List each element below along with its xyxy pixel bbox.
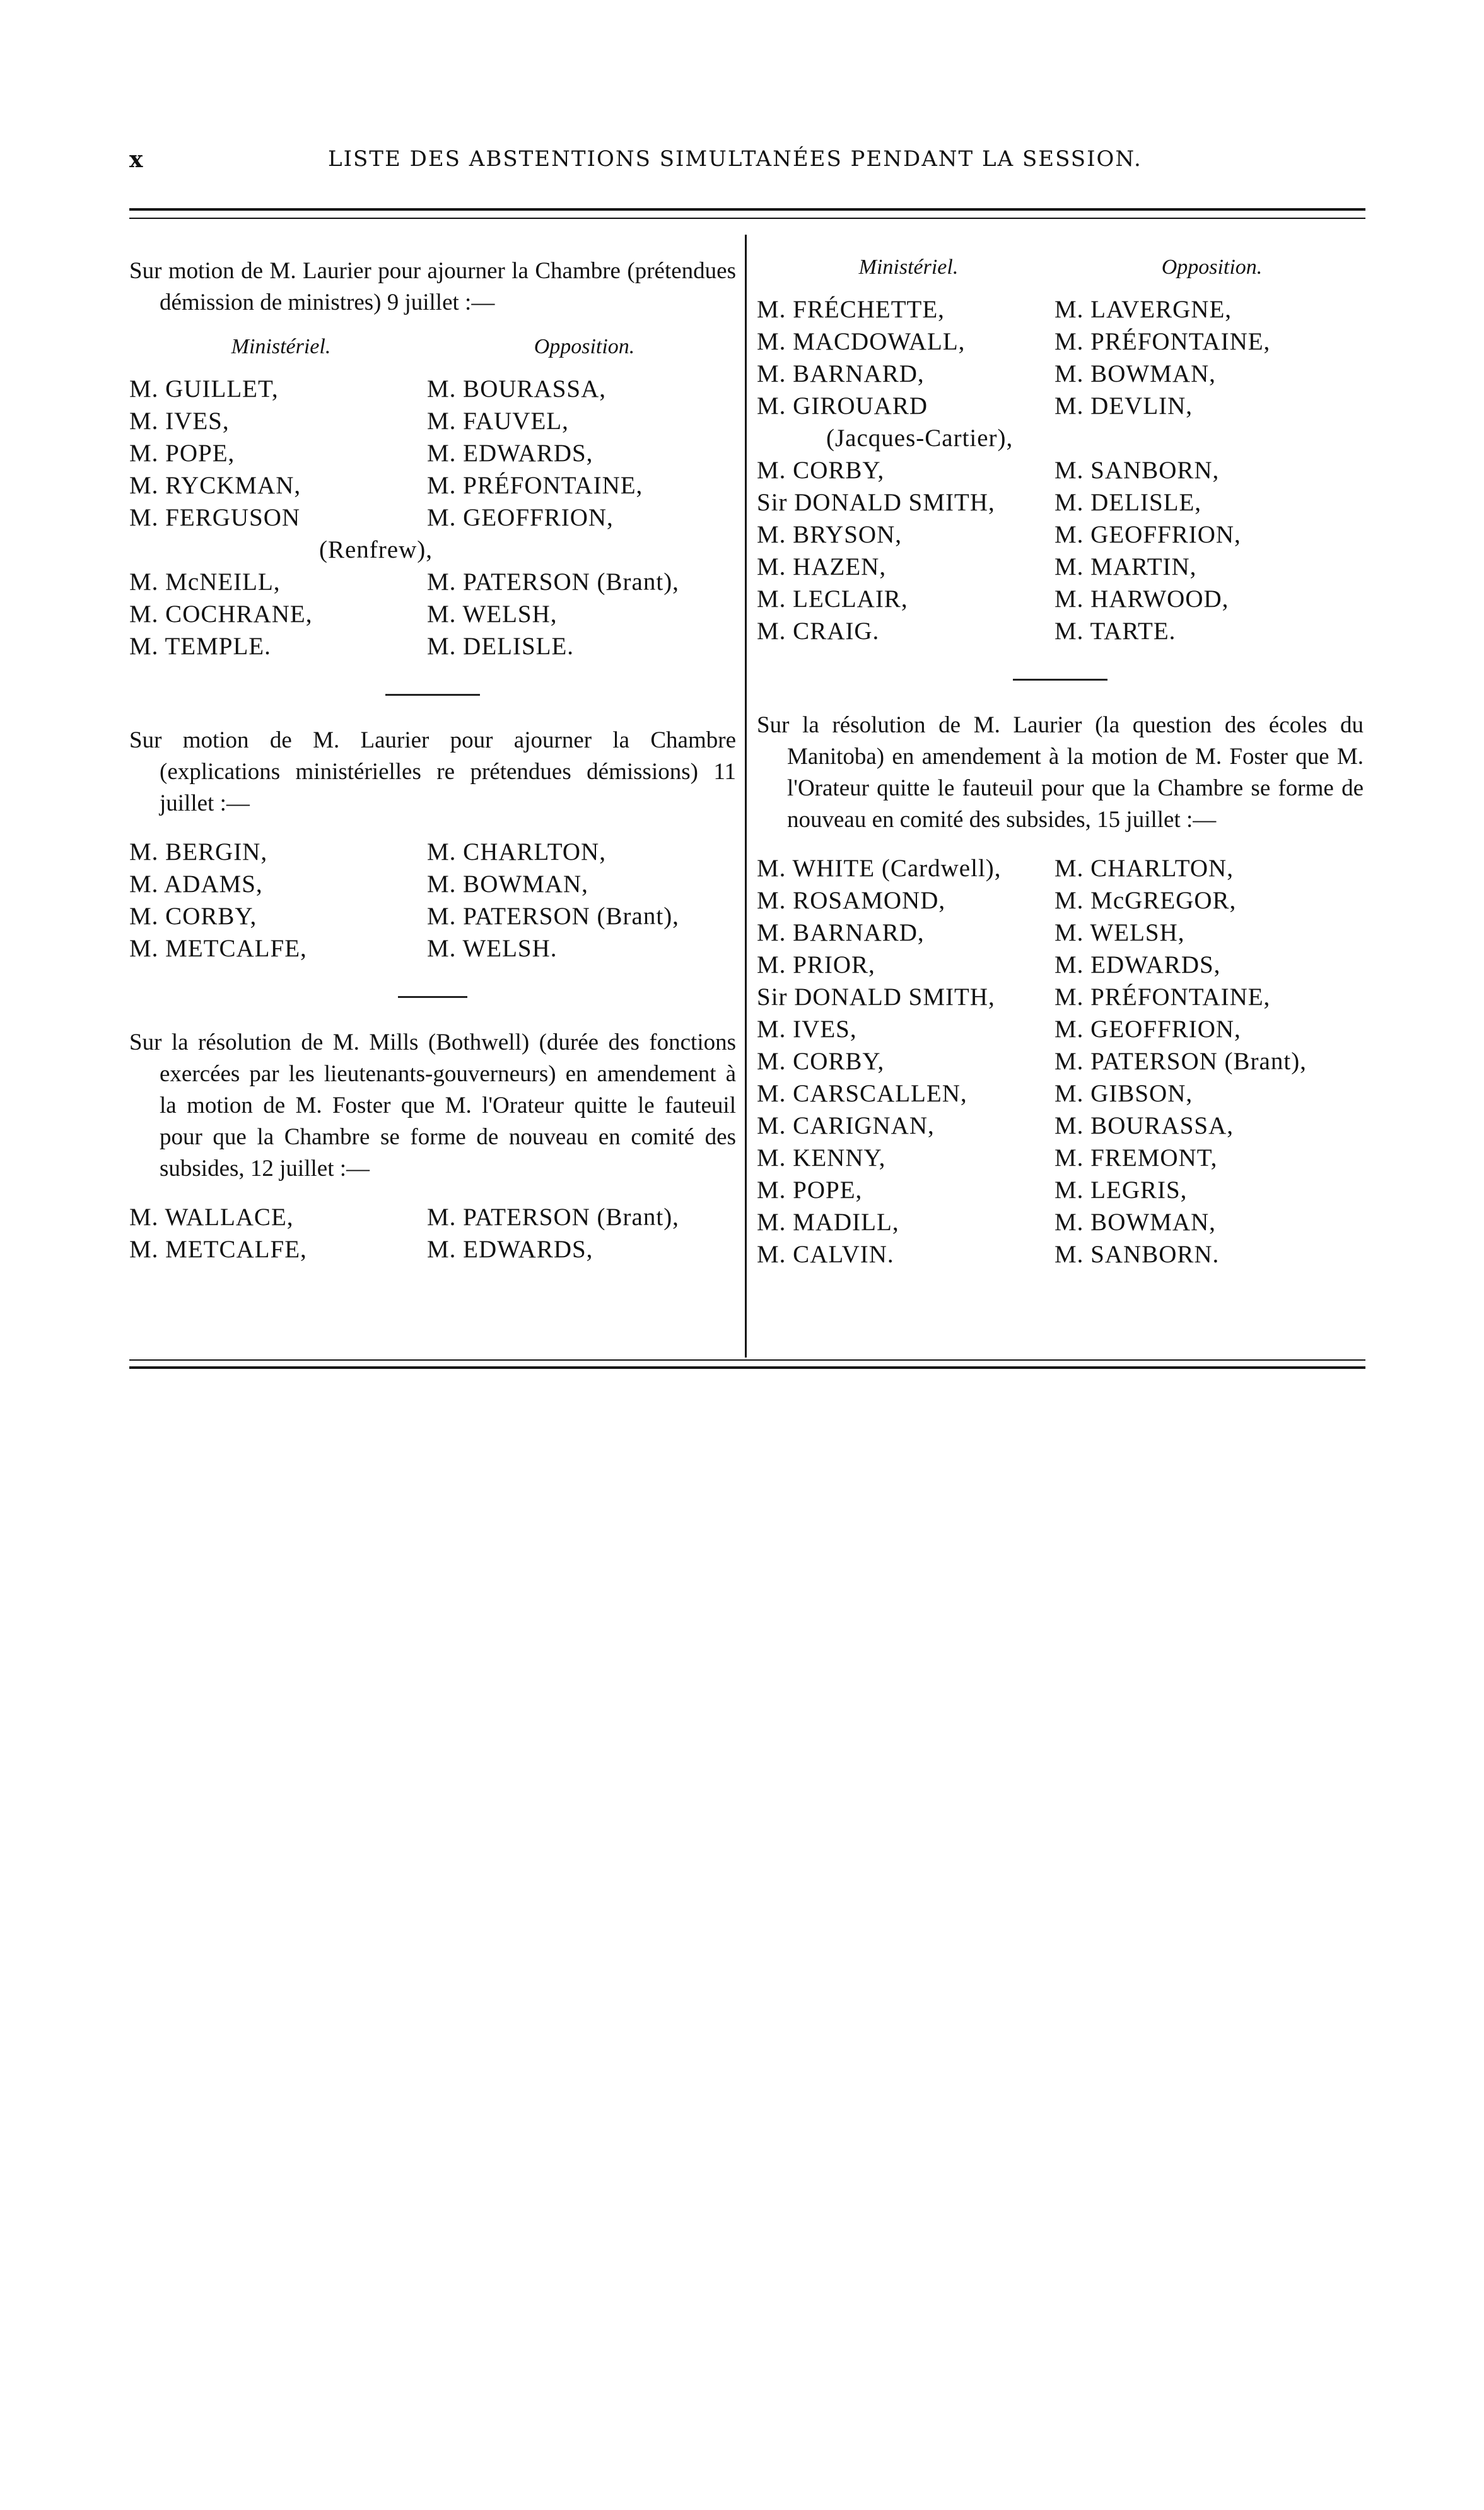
opposition-name: M. WELSH,: [427, 601, 558, 628]
ministeriel-name: M. POPE,: [757, 1176, 863, 1204]
opposition-name: M. BOWMAN,: [1055, 360, 1216, 387]
ministeriel-name: M. WALLACE,: [129, 1204, 294, 1231]
opposition-name: M. BOWMAN,: [1055, 1209, 1216, 1236]
opposition-name: M. CHARLTON,: [427, 838, 606, 865]
ministeriel-name: M. PRIOR,: [757, 951, 875, 978]
ministeriel-name: M. MACDOWALL,: [757, 328, 966, 355]
left-column: [129, 255, 736, 1265]
opposition-name: M. BOWMAN,: [427, 871, 588, 898]
opposition-name: M. FAUVEL,: [427, 408, 569, 435]
ministeriel-name: M. COCHRANE,: [129, 601, 313, 628]
vote-section: [757, 710, 1364, 1270]
opposition-name: M. BOURASSA,: [427, 375, 606, 402]
opposition-name: M. PATERSON (Brant),: [427, 568, 679, 595]
name-list: [129, 373, 736, 662]
ministeriel-name: M. WHITE (Cardwell),: [757, 855, 1002, 882]
opposition-name: M. EDWARDS,: [427, 1236, 593, 1263]
opposition-name: M. McGREGOR,: [1055, 887, 1237, 914]
right-column: [757, 255, 1364, 1270]
opposition-name: M. EDWARDS,: [1055, 951, 1221, 978]
opposition-name: M. TARTE.: [1055, 618, 1176, 645]
opposition-name: M. DELISLE.: [427, 633, 575, 660]
ministeriel-name: M. KENNY,: [757, 1144, 886, 1171]
opposition-name: M. BOURASSA,: [1055, 1112, 1234, 1139]
ministeriel-name: M. McNEILL,: [129, 568, 281, 595]
ministeriel-name: M. GUILLET,: [129, 375, 279, 402]
opposition-name: M. GIBSON,: [1055, 1080, 1193, 1107]
ministeriel-name: M. CARIGNAN,: [757, 1112, 935, 1139]
running-title: LISTE DES ABSTENTIONS SIMULTANÉES PENDANT LA SESSION.: [328, 146, 1142, 172]
ministeriel-name: M. FRÉCHETTE,: [757, 296, 945, 323]
opposition-name: M. FREMONT,: [1055, 1144, 1218, 1171]
motion-text: Sur motion de M. Laurier pour ajourner la Chambre (explications ministérielles re prétendues démissions) 11 juillet :—: [129, 727, 736, 816]
heading-opposition: Opposition.: [1161, 255, 1263, 279]
ministeriel-name: M. ADAMS,: [129, 871, 263, 898]
name-list: [129, 836, 736, 965]
motion-text: Sur la résolution de M. Mills (Bothwell) (durée des fonctions exercées par les lieutenants-gouverneurs) en amendement à la motion de M. Foster que M. l'Orateur quitte le fauteuil pour que la Chambre se forme de nouveau en comité des subsides, 12 juillet :—: [129, 1029, 736, 1182]
ministeriel-name: M. CARSCALLEN,: [757, 1080, 967, 1107]
ministeriel-name: M. MADILL,: [757, 1209, 899, 1236]
opposition-name: M. PRÉFONTAINE,: [1055, 983, 1271, 1011]
ministeriel-name: M. POPE,: [129, 440, 235, 467]
ministeriel-name: M. BERGIN,: [129, 838, 268, 865]
vote-section: [129, 255, 736, 662]
opposition-name: M. GEOFFRION,: [427, 504, 614, 531]
ministeriel-name: M. IVES,: [757, 1016, 857, 1043]
opposition-name: M. SANBORN.: [1055, 1241, 1220, 1268]
opposition-name: M. DEVLIN,: [1055, 392, 1193, 419]
vote-section: [129, 1027, 736, 1265]
opposition-name: M. PATERSON (Brant),: [427, 1204, 679, 1231]
ministeriel-name: M. CALVIN.: [757, 1241, 894, 1268]
opposition-name: M. LAVERGNE,: [1055, 296, 1232, 323]
opposition-name: M. PRÉFONTAINE,: [1055, 328, 1271, 355]
riding-note: (Renfrew),: [319, 536, 433, 563]
column-headings: [129, 335, 736, 359]
ministeriel-name: Sir DONALD SMITH,: [757, 983, 995, 1011]
ministeriel-name: M. BARNARD,: [757, 360, 925, 387]
opposition-name: M. WELSH.: [427, 935, 558, 962]
opposition-name: M. PATERSON (Brant),: [1055, 1048, 1307, 1075]
opposition-name: M. CHARLTON,: [1055, 855, 1234, 882]
ministeriel-name: M. BARNARD,: [757, 919, 925, 946]
column-divider: [745, 235, 747, 1358]
page-number: x: [129, 146, 144, 173]
ministeriel-name: Sir DONALD SMITH,: [757, 489, 995, 516]
riding-note: (Jacques-Cartier),: [826, 425, 1014, 452]
heading-ministeriel: Ministériel.: [231, 335, 331, 358]
opposition-name: M. PRÉFONTAINE,: [427, 472, 643, 499]
ministeriel-name: M. BRYSON,: [757, 521, 902, 548]
ministeriel-name: M. FERGUSON: [129, 504, 301, 531]
opposition-name: M. EDWARDS,: [427, 440, 593, 467]
name-list: [129, 1201, 736, 1265]
ministeriel-name: M. CRAIG.: [757, 618, 880, 645]
opposition-name: M. DELISLE,: [1055, 489, 1202, 516]
motion-text: Sur la résolution de M. Laurier (la question des écoles du Manitoba) en amendement à la motion de M. Foster que M. l'Orateur quitte le fauteuil pour que la Chambre se forme de nouveau en comité des subsides, 15 juillet :—: [757, 712, 1364, 833]
opposition-name: M. SANBORN,: [1055, 457, 1220, 484]
ministeriel-name: M. METCALFE,: [129, 1236, 307, 1263]
ministeriel-name: M. RYCKMAN,: [129, 472, 301, 499]
ministeriel-name: M. CORBY,: [129, 903, 257, 930]
column-headings: [757, 255, 1364, 279]
ministeriel-name: M. METCALFE,: [129, 935, 307, 962]
bottom-rule-thick: [129, 1366, 1365, 1369]
ministeriel-name: M. GIROUARD: [757, 392, 928, 419]
vote-section: [129, 725, 736, 965]
heading-opposition: Opposition.: [534, 335, 635, 358]
bottom-rule-thin: [129, 1359, 1365, 1361]
name-list: [757, 293, 1364, 647]
opposition-name: M. PATERSON (Brant),: [427, 903, 679, 930]
heading-ministeriel: Ministériel.: [858, 255, 959, 279]
opposition-name: M. MARTIN,: [1055, 553, 1197, 580]
opposition-name: M. GEOFFRION,: [1055, 1016, 1241, 1043]
section-separator: [385, 694, 480, 696]
opposition-name: M. HARWOOD,: [1055, 585, 1229, 613]
vote-section: [757, 255, 1364, 647]
section-separator: [1013, 679, 1107, 681]
ministeriel-name: M. CORBY,: [757, 1048, 885, 1075]
name-list: [757, 852, 1364, 1270]
section-separator: [398, 996, 467, 998]
motion-text: Sur motion de M. Laurier pour ajourner la Chambre (prétendues démission de ministres) 9 juillet :—: [129, 258, 736, 315]
ministeriel-name: M. ROSAMOND,: [757, 887, 946, 914]
ministeriel-name: M. CORBY,: [757, 457, 885, 484]
ministeriel-name: M. LECLAIR,: [757, 585, 908, 613]
opposition-name: M. LEGRIS,: [1055, 1176, 1188, 1204]
ministeriel-name: M. IVES,: [129, 408, 230, 435]
opposition-name: M. WELSH,: [1055, 919, 1185, 946]
ministeriel-name: M. HAZEN,: [757, 553, 887, 580]
opposition-name: M. GEOFFRION,: [1055, 521, 1241, 548]
ministeriel-name: M. TEMPLE.: [129, 633, 271, 660]
top-rule-thick: [129, 208, 1365, 211]
top-rule-thin: [129, 218, 1365, 219]
